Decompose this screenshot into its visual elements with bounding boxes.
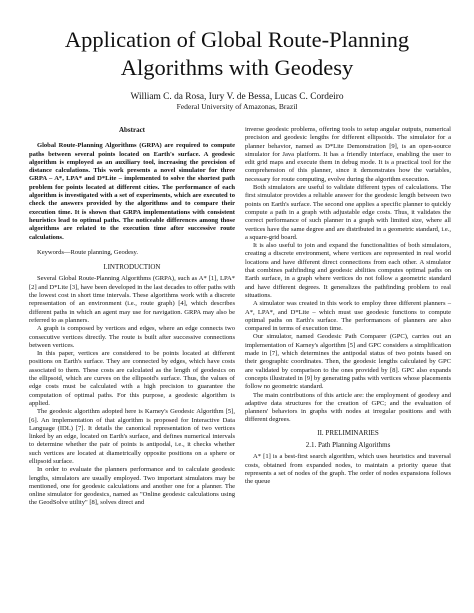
intro-paragraph: The geodesic algorithm adopted here is Karney's Geodesic Algorithm [5], [6]. An implementation of that algorithm is proposed for Interactive Data Language (IDL) [7]. It details the canonical representation of two vertices linked by an edge, located on Earth's surface, and defines numerical intervals to determine whether the pair of points is antipodal, i.e., it checks whether such vertices are located at diametrically opposite positions on a sphere or ellipsoid surface. (29, 408, 235, 465)
paper-title: Application of Global Route-Planning Algorithms with Geodesy (64, 27, 410, 80)
section-heading-introduction: I.INTRODUCTION (103, 263, 161, 272)
keywords: Keywords—Route planning, Geodesy. (37, 248, 139, 256)
intro-continued-paragraph: A simulator was created in this work to employ three different planners – A*, LPA*, and D*Lite – which must use geodesic functions to compute optimal paths on Earth's surface. The performances of planners are also compared in terms of execution time. (245, 300, 451, 333)
intro-paragraph: In this paper, vertices are considered to be points located at different positions on Earth's surface. They are connected by edges, which have costs associated to them. These costs are calculated as the length of geodesics on the ellipsoid, which are curves on the ellipsoid's surface. Thus, the values of edge costs must be calculated with a high precision to guarantee the computation of optimal paths. For this purpose, a geodesic algorithm is applied. (29, 350, 235, 407)
left-column (29, 126, 235, 508)
intro-paragraph: A graph is composed by vertices and edges, where an edge connects two consecutive vertices directly. The route is built after successive connections between vertices. (29, 325, 235, 349)
abstract-text: Global Route-Planning Algorithms (GRPA) are required to compute paths between several points located on Earth's surface. A geodesic algorithm is employed as an auxiliary tool, increasing the precision of distance calculations. This work presents a novel simulator for three GRPA – A*, LPA* and D*Lite – implemented to solve the shortest path problem for points located at different cities. The performance of each algorithm is investigated with a set of experiments, which are executed to check the answers provided by the algorithms and to compare their execution time. It is shown that GRPA implementations with consistent heuristics lead to optimal paths. The noticeable differences among those algorithms are related to the execution time after successive route calculations. (29, 142, 235, 241)
intro-paragraph: Several Global Route-Planning Algorithms (GRPA), such as A* [1], LPA* [2] and D*Lite [3], have been developed in the last decades to offer paths with the lowest cost in short time intervals. These algorithms work with a discrete representation of an environment (i.e., route graph) [4], which describes different paths in which an agent may use for navigation. GRPA may also be referred to as planners. (29, 275, 235, 324)
intro-continued-paragraph: Our simulator, named Geodesic Path Comparer (GPC), carries out an implementation of Karney's algorithm [5] and GPC considers a simplification made in [7], which determines the antipodal status of two points based on their geographic coordinates. Then, the geodesic lengths calculated by GPC are validated by comparison to the ones provided by [8]. GPC also expands concepts illustrated in [9] by generating paths with vertices whose placements follow no geometric standard. (245, 333, 451, 391)
intro-paragraph: In order to evaluate the planners performance and to calculate geodesic lengths, simulators are usually employed. Two important simulators may be mentioned, one for geodesic calculations and another one for a planner. The online simulator for geodesics, named as "Online geodesic calculations using the GeodSolve utility" [8], solves direct and (29, 466, 235, 507)
section-heading-preliminaries: II. PRELIMINARIES (317, 428, 379, 437)
intro-continued-paragraph: inverse geodesic problems, offering tools to setup angular outputs, numerical precision and geodesic lengths for different ellipsoids. The simulator for a planner behavior, named as D*Lite Demonstration [9], is an open-source simulator for Java platform. It has a friendly interface, enabling the user to edit grid maps and execute them in debug mode. It is a practical tool for the comprehension of this planner, since it demonstrates how the variables, necessary for route computing, evolve during the algorithm execution. (245, 126, 451, 183)
right-column (245, 126, 451, 486)
intro-continued-paragraph: The main contributions of this article are: the employment of geodesy and adaptive data structures for the creation of GPC; and the evaluation of planners' behaviors in graphs with nodes at irregular positions and with different degrees. (245, 391, 451, 424)
subsection-heading-path-planning: 2.1. Path Planning Algorithms (305, 440, 391, 449)
abstract-heading: Abstract (118, 126, 146, 134)
intro-continued-paragraph: Both simulators are useful to validate different types of calculations. The first simulator provides a reliable answer for the geodesic length between two points on Earth's surface. The second one applies a specific planner to quickly compute a path in a graph with adjustable edge costs. Thus, it validates the correct performance of such planner in a graph with limited size, where all vertices have the same degree and are distributed in a geometric standard, i.e., a square-grid board. (245, 184, 451, 241)
intro-continued-paragraph: It is also useful to join and expand the functionalities of both simulators, creating a discrete environment, where vertices are represented in real world locations and have different direct connections from each other. A simulator that combines pathfinding and geodesic abilities computes optimal paths on Earth surface, in a graph where vertices do not follow a geometric standard and have different degrees. It generalizes the pathfinding problem to real situations. (245, 242, 451, 299)
preliminaries-paragraph: A* [1] is a best-first search algorithm, which uses heuristics and traversal costs, obtained from expanded nodes, to maintain a priority queue that represents a set of nodes of the graph. The order of nodes expansions follows the queue (245, 453, 451, 486)
author-list: William C. da Rosa, Iury V. de Bessa, Lucas C. Cordeiro (130, 92, 344, 102)
affiliation: Federal University of Amazonas, Brazil (176, 102, 298, 111)
